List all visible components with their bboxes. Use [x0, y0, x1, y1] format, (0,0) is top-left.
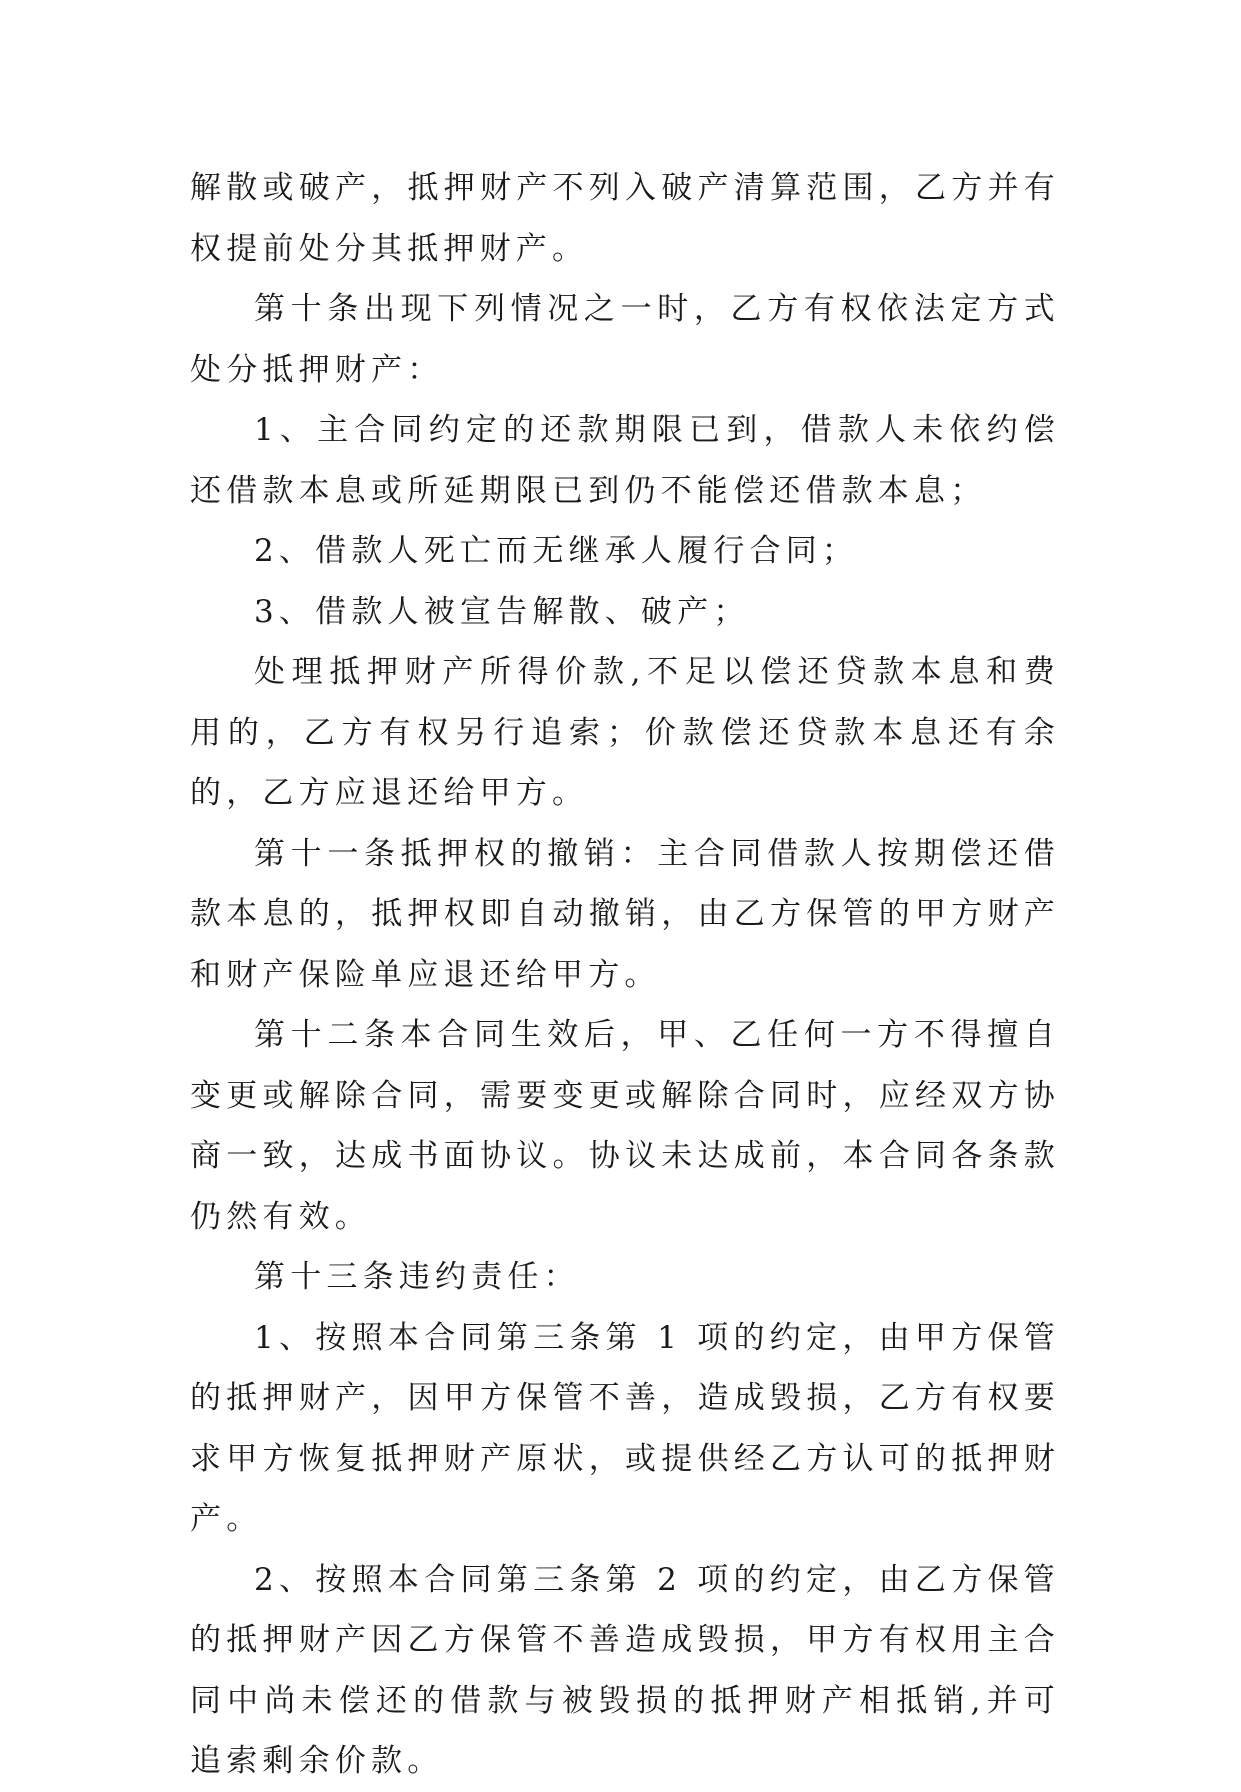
paragraph-article-10-item-3: 3、借款人被宣告解散、破产； — [254, 593, 750, 630]
paragraph-article-10: 第十条出现下列情况之一时，乙方有权依法定方式处分抵押财产： — [190, 291, 1060, 388]
paragraph-article-10-item-2: 2、借款人死亡而无继承人履行合同； — [254, 533, 859, 569]
paragraph-disposal-proceeds: 处理抵押财产所得价款,不足以偿还贷款本息和费用的，乙方有权另行追索；价款偿还贷款本息还有余的，乙方应退还给甲方。 — [190, 654, 1060, 811]
paragraph-article-12: 第十二条本合同生效后，甲、乙任何一方不得擅自变更或解除合同，需要变更或解除合同时，应经双方协商一致，达成书面协议。协议未达成前，本合同各条款仍然有效。 — [190, 1017, 1060, 1235]
document-body — [190, 158, 1060, 1792]
paragraph-article-13-item-1: 1、按照本合同第三条第 1 项的约定，由甲方保管的抵押财产，因甲方保管不善，造成毁损，乙方有权要求甲方恢复抵押财产原状，或提供经乙方认可的抵押财产。 — [190, 1319, 1060, 1537]
paragraph-article-10-item-1: 1、主合同约定的还款期限已到，借款人未依约偿还借款本息或所延期限已到仍不能偿还借款本息； — [190, 412, 1060, 509]
paragraph-article-13: 第十三条违约责任： — [254, 1259, 580, 1295]
paragraph-continuation: 解散或破产，抵押财产不列入破产清算范围，乙方并有权提前处分其抵押财产。 — [190, 170, 1060, 267]
paragraph-article-13-item-2: 2、按照本合同第三条第 2 项的约定，由乙方保管的抵押财产因乙方保管不善造成毁损，甲方有权用主合同中尚未偿还的借款与被毁损的抵押财产相抵销,并可追索剩余价款。 — [190, 1561, 1060, 1779]
paragraph-article-11: 第十一条抵押权的撤销：主合同借款人按期偿还借款本息的，抵押权即自动撤销，由乙方保管的甲方财产和财产保险单应退还给甲方。 — [190, 835, 1060, 993]
